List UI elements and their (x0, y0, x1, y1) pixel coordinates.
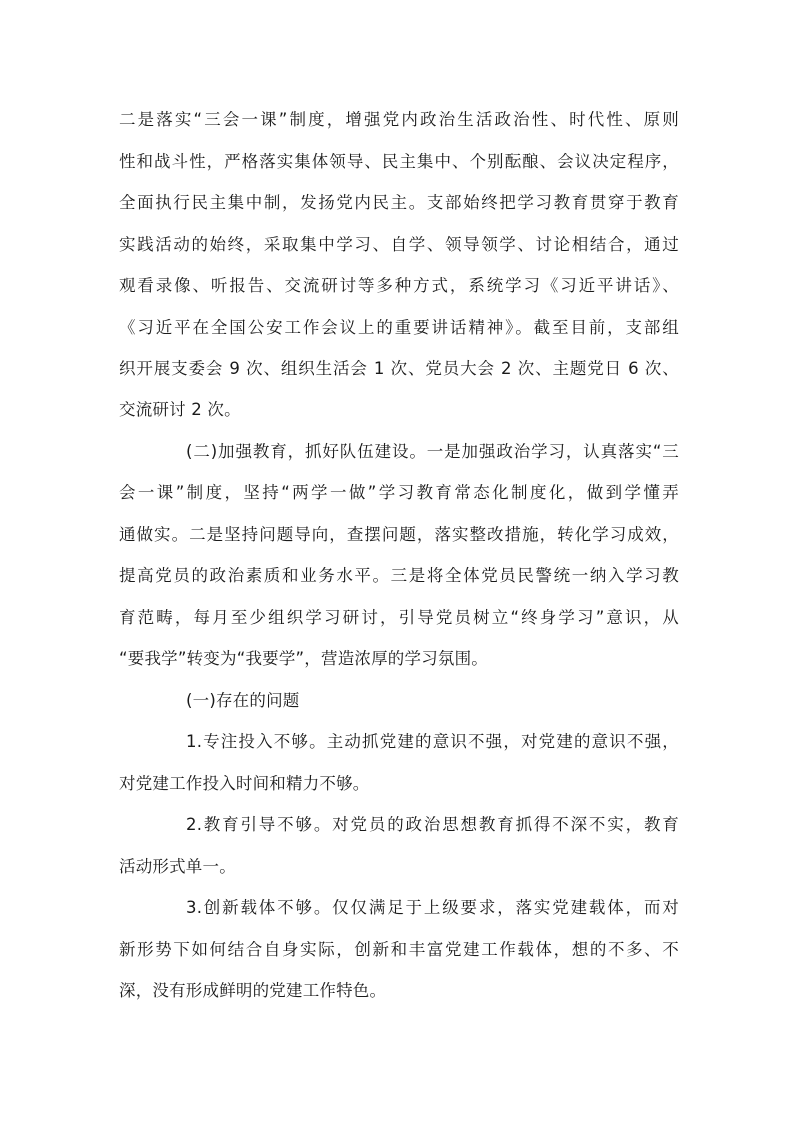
paragraph-line: 二是落实“三会一课”制度，增强党内政治生活政治性、时代性、原则 (119, 110, 679, 129)
list-item-line: 对党建工作投入时间和精力不够。 (119, 774, 370, 793)
paragraph-line: 实践活动的始终，采取集中学习、自学、领导领学、讨论相结合，通过 (119, 235, 679, 254)
list-item-line: 新形势下如何结合自身实际，创新和丰富党建工作载体，想的不多、不 (119, 940, 679, 959)
paragraph-line: 会一课”制度，坚持“两学一做”学习教育常态化制度化，做到学懂弄 (119, 483, 679, 502)
paragraph-line: “要我学”转变为“我要学”，营造浓厚的学习氛围。 (119, 649, 488, 668)
section-heading: (一)存在的问题 (186, 691, 300, 710)
list-item-line: 深，没有形成鲜明的党建工作特色。 (119, 981, 387, 1000)
paragraph-line: 通做实。二是坚持问题导向，查摆问题，落实整改措施，转化学习成效， (119, 525, 679, 544)
paragraph-line: 《习近平在全国公安工作会议上的重要讲话精神》。截至目前，支部组 (119, 318, 679, 337)
list-item-line: 3.创新载体不够。仅仅满足于上级要求，落实党建载体，而对 (186, 898, 679, 917)
paragraph-line: 全面执行民主集中制，发扬党内民主。支部始终把学习教育贯穿于教育 (119, 193, 679, 212)
section-heading-line: (二)加强教育，抓好队伍建设。一是加强政治学习，认真落实“三 (186, 442, 679, 461)
paragraph-line: 观看录像、听报告、交流研讨等多种方式，系统学习《习近平讲话》、 (119, 276, 679, 295)
list-item-line: 活动形式单一。 (119, 857, 236, 876)
paragraph-line: 交流研讨 2 次。 (119, 400, 241, 419)
list-item-line: 1.专注投入不够。主动抓党建的意识不强，对党建的意识不强， (186, 732, 679, 751)
paragraph-line: 育范畴，每月至少组织学习研讨，引导党员树立“终身学习”意识，从 (119, 608, 679, 627)
paragraph-line: 性和战斗性，严格落实集体领导、民主集中、个别酝酿、会议决定程序， (119, 152, 679, 171)
paragraph-line: 提高党员的政治素质和业务水平。三是将全体党员民警统一纳入学习教 (119, 566, 679, 585)
paragraph-line: 织开展支委会 9 次、组织生活会 1 次、党员大会 2 次、主题党日 6 次、 (119, 359, 679, 378)
list-item-line: 2.教育引导不够。对党员的政治思想教育抓得不深不实，教育 (186, 815, 679, 834)
